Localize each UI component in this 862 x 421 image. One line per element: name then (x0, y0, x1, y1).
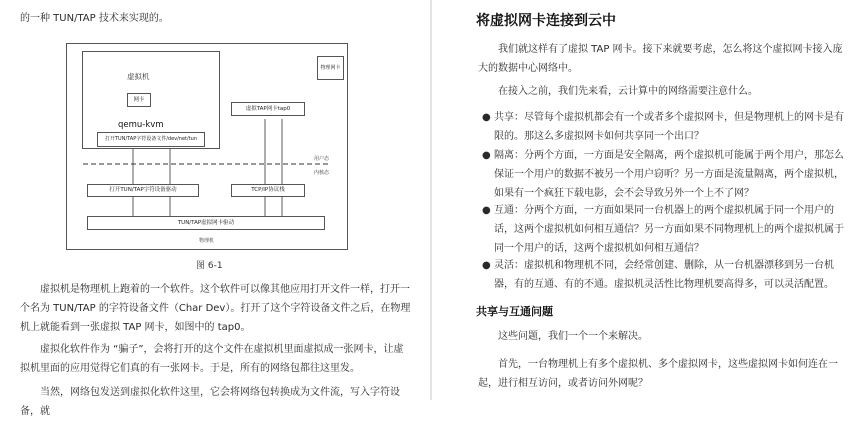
bullet-dot-icon: ● (482, 260, 491, 271)
bullet-item (482, 146, 852, 203)
bullet-item (482, 256, 852, 294)
paragraph: 在接入之前，我们先来看，云计算中的网络需要注意什么。 (498, 86, 758, 97)
paragraph: 虚拟化软件作为 “骗子”，会将打开的这个文件在虚拟机里面虚拟成一张网卡，让虚拟机里面的应用觉得它们真的有一张网卡。于是，所有的网络包都往这里发。 (20, 344, 404, 374)
bullet-dot-icon: ● (482, 112, 491, 123)
bullet-item (482, 108, 852, 146)
physical-nic-box: 物理网卡 (317, 56, 344, 80)
tuntap-diagram (66, 43, 348, 250)
nic-box: 网卡 (127, 93, 151, 107)
bullet-dot-icon: ● (482, 205, 491, 216)
subsection-heading: 共享与互通问题 (476, 305, 553, 318)
bullet-dot-icon: ● (482, 150, 491, 161)
paragraph: 虚拟机是物理机上跑着的一个软件。这个软件可以像其他应用打开文件一样，打开一个名为 TUN/TAP 的字符设备文件（Char Dev）。打开了这个字符设备文件之后，在物理机上就能看到一张虚拟 TAP 网卡，如图中的 tap0。 (20, 284, 411, 333)
left-page (0, 0, 430, 417)
paragraph: 首先，一台物理机上有多个虚拟机、多个虚拟网卡，这些虚拟网卡如何连在一起，进行相互访问，或者访问外网呢？ (478, 359, 838, 389)
bullet-text: 共享：尽管每个虚拟机都会有一个或者多个虚拟网卡，但是物理机上的网卡是有限的。那这么多虚拟网卡如何共享同一个出口？ (494, 112, 844, 142)
qemu-label: qemu-kvm (118, 120, 164, 130)
vm-label: 虚拟机 (127, 72, 150, 81)
tuntap-driver-box: TUN/TAP虚拟网卡驱动 (87, 216, 325, 230)
paragraph: 我们就这样有了虚拟 TAP 网卡。接下来就要考虑，怎么将这个虚拟网卡接入庞大的数据中心网络中。 (478, 44, 843, 74)
bullet-text: 灵活：虚拟机和物理机不同，会经常创建、删除，从一台机器漂移到另一台机器，有的互通、有的不通。虚拟机灵活性比物理机要高得多，可以灵活配置。 (494, 260, 834, 290)
paragraph: 这些问题，我们一个一个来解决。 (498, 331, 648, 342)
bullet-text: 隔离：分两个方面，一方面是安全隔离，两个虚拟机可能属于两个用户，那怎么保证一个用户的数据不被另一个用户窃听？另一方面是流量隔离，两个虚拟机，如果有一个疯狂下载电影，会不会导致另外一个上不了网？ (494, 150, 844, 199)
open-device-box: 打开TUN/TAP字符设备文件/dev/net/tun (97, 132, 205, 147)
tcpip-box: TCP/IP协议栈 (231, 184, 305, 197)
bullet-text: 互通：分两个方面，一方面如果同一台机器上的两个虚拟机属于同一个用户的话，这两个虚拟机如何相互通信？另一方面如果不同物理机上的两个虚拟机属于同一个用户的话，这两个虚拟机如何相互通信？ (494, 205, 844, 254)
right-page (432, 0, 862, 400)
char-driver-box: 打开TUN/TAP字符设备驱动 (87, 184, 199, 197)
host-label: 物理机 (199, 238, 215, 244)
top-line: 的一种 TUN/TAP 技术来实现的。 (20, 13, 169, 24)
paragraph: 当然，网络包发送到虚拟化软件这里，它会将网络包转换成为文件流，写入字符设备，就 (20, 387, 400, 417)
section-heading: 将虚拟网卡连接到云中 (476, 13, 616, 29)
figure-caption: 图 6-1 (196, 261, 223, 271)
virtual-tap-box: 虚拟TAP网卡tap0 (231, 102, 305, 116)
user-space-label: 用户态 (314, 156, 330, 162)
bullet-item (482, 201, 852, 258)
kernel-space-label: 内核态 (314, 170, 330, 176)
